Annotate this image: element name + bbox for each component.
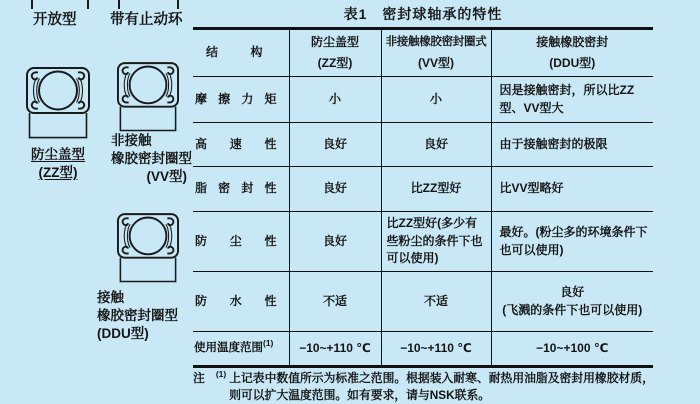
cell-dust-zz: 良好: [289, 212, 381, 272]
bearing-cross-section-vv-icon: [117, 61, 179, 133]
cell-speed-vv: 良好: [381, 123, 491, 167]
vv-figure-label: 非接触 橡胶密封圈型 (VV型): [111, 133, 192, 184]
cell-dust-ddu: 最好。(粉尘多的环境条件下也可以使用): [491, 212, 653, 272]
row-friction-torque: [193, 77, 653, 123]
row-label-grease-sealing: 脂密封性: [193, 167, 289, 212]
footnote-marker: (1): [263, 338, 274, 349]
row-label-temperature-range: 使用温度范围$^{(1)}$: [194, 338, 274, 355]
characteristics-table: [193, 27, 653, 368]
footnote-sup: (1): [215, 369, 227, 380]
header-zz: 防尘盖型 (ZZ型): [289, 29, 381, 77]
cell-speed-ddu: 由于接触密封的极限: [491, 123, 653, 167]
header-vv: 非接触橡胶密封圈式 (VV型): [381, 29, 491, 77]
row-water-proof: [193, 272, 653, 332]
footnote-label: 注: [193, 371, 205, 385]
open-type-label: 开放型: [33, 12, 77, 28]
cell-grease-vv: 比ZZ型好: [381, 167, 491, 212]
cell-speed-zz: 良好: [289, 123, 381, 167]
cell-temp-ddu: −10~+100 ℃: [491, 332, 653, 367]
cell-temp-vv: −10~+110 ℃: [381, 332, 491, 367]
cell-dust-vv: 比ZZ型好(多少有些粉尘的条件下也可以使用): [381, 212, 491, 272]
cell-friction-ddu: 因是接触密封，所以比ZZ型、VV型大: [491, 77, 653, 123]
cell-friction-vv: 小: [381, 77, 491, 123]
characteristics-table-area: [193, 0, 655, 368]
cell-temp-zz: −10~+110 ℃: [289, 332, 381, 367]
footnote: [193, 370, 663, 404]
cell-grease-ddu: 比VV型略好: [491, 167, 653, 212]
cell-friction-zz: 小: [289, 77, 381, 123]
bearing-cross-section-ddu-icon: [117, 212, 179, 284]
ddu-figure-label: 接触 橡胶密封圈型 (DDU型): [97, 290, 178, 341]
row-label-friction-torque: 摩擦力矩: [193, 77, 289, 123]
cell-water-vv: 不适: [381, 272, 491, 332]
cell-water-zz: 不适: [289, 272, 381, 332]
snap-ring-type-label: 带有止动环: [110, 12, 183, 28]
row-temperature-range: [193, 332, 653, 367]
row-label-dust-proof: 防尘性: [193, 212, 289, 272]
row-dust-proof: [193, 212, 653, 272]
bearing-cross-section-zz-icon: [26, 67, 90, 139]
row-label-high-speed: 高速性: [193, 123, 289, 167]
header-ddu: 接触橡胶密封 (DDU型): [491, 29, 653, 77]
footnote-text: 上记表中数值所示为标准之范围。根据装入耐寒、耐热用油脂及密封用橡胶材质，则可以扩大温度范围。如有要求，请与NSK联系。: [229, 371, 654, 403]
row-grease-sealing: [193, 167, 653, 212]
cell-water-ddu: 良好 (飞溅的条件下也可以使用): [491, 272, 653, 332]
row-high-speed: [193, 123, 653, 167]
table-header-row: [193, 29, 653, 77]
cell-grease-zz: 良好: [289, 167, 381, 212]
row-label-water-proof: 防水性: [193, 272, 289, 332]
header-structure: 结构: [193, 29, 289, 77]
zz-figure-label: 防尘盖型 (ZZ型): [31, 147, 85, 180]
table-title: 表1 密封球轴承的特性: [343, 6, 503, 22]
figure-stub-line: [87, 0, 89, 9]
